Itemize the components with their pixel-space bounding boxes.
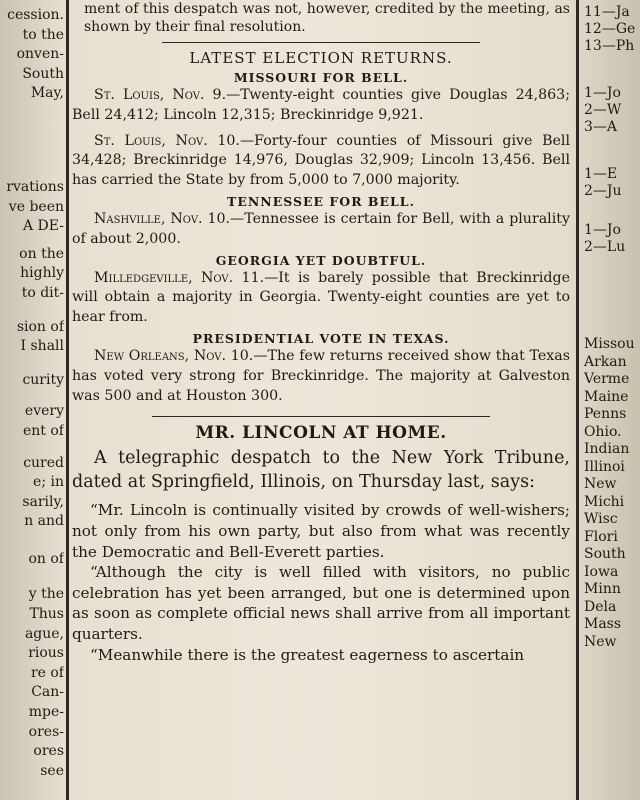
column-line: Arkan (584, 353, 627, 370)
column-line: A DE- (23, 218, 64, 235)
dispatch: St. Louis, Nov. 10.—Forty-four counties of Missouri give Bell 34,428; Breckinridge 14,976, Douglas 32,909; Lincoln 13,456. Bell has carried the State by from 5,000 to 7,000 majority. (72, 132, 570, 189)
column-line: every (24, 403, 64, 420)
column-line: e; in (33, 474, 64, 491)
left-group-a (0, 6, 64, 104)
column-line: Dela (584, 598, 617, 615)
column-line: to dit- (21, 284, 64, 301)
right-group-b (584, 85, 640, 136)
column-line: highly (20, 265, 64, 282)
quote-paragraph: “Mr. Lincoln is continually visited by crowds of well-wishers; not only from his own party, but also from what was recently the Democratic and Bell-Everett parties. (72, 501, 570, 561)
left-group-g (0, 454, 64, 532)
column-line: on of (28, 550, 64, 567)
column-line: South (584, 546, 626, 562)
divider (152, 416, 490, 417)
column-line: cured (23, 454, 64, 471)
dispatch: Milledgeville, Nov. 11.—It is barely possible that Breckinridge will obtain a majority in Georgia. Twenty-eight counties are yet to hear from. (72, 269, 570, 326)
column-line: to the (22, 26, 64, 43)
column-line: New (584, 633, 617, 650)
column-rule-left (66, 0, 69, 800)
column-line: curity (22, 371, 64, 388)
main-headline: LATEST ELECTION RETURNS. (189, 49, 453, 67)
column-line: Illinoi (584, 458, 625, 475)
right-column (584, 0, 640, 800)
intro-text: ment of this despatch was not, however, credited by the meeting, as shown by their final resolution. (84, 1, 570, 35)
column-line: n and (24, 513, 64, 530)
column-line: I shall (20, 338, 64, 355)
dispatch: Nashville, Nov. 10.—Tennessee is certain for Bell, with a plurality of about 2,000. (72, 210, 570, 247)
column-line: Maine (584, 388, 629, 405)
column-line: Michi (584, 493, 625, 510)
column-line: Penns (584, 406, 627, 422)
column-line: Mass (584, 616, 622, 632)
column-line: 2—W (584, 102, 622, 118)
section-missouri (72, 70, 570, 191)
left-column (0, 0, 64, 800)
right-group-d (584, 222, 640, 256)
column-line: on the (19, 245, 64, 262)
article-column (72, 0, 570, 800)
left-group-i (0, 585, 64, 781)
left-group-b (0, 178, 64, 237)
column-line: 2—Lu (584, 239, 626, 255)
right-group-c (584, 166, 640, 200)
column-line: Wisc (584, 511, 618, 527)
left-group-c (0, 245, 64, 304)
column-line: May, (30, 85, 64, 102)
column-line: South (22, 65, 64, 82)
column-line: ague, (24, 625, 64, 642)
column-line: 1—Jo (584, 85, 621, 101)
section-head: TENNESSEE FOR BELL. (227, 193, 415, 209)
column-line: rious (28, 645, 64, 662)
column-line: 1—E (584, 166, 618, 182)
dispatch: New Orleans, Nov. 10.—The few returns received show that Texas has voted very strong for Breckinridge. The majority at Galveston was 500 and at Houston 300. (72, 347, 570, 404)
column-line: 13—Ph (584, 38, 635, 54)
lincoln-headline: MR. LINCOLN AT HOME. (195, 423, 447, 444)
section-head: GEORGIA YET DOUBTFUL. (215, 252, 427, 268)
section-tennessee (72, 194, 570, 250)
lincoln-lead: A telegraphic despatch to the New York Tribune, dated at Springfield, Illinois, on Thursday last, says: (72, 448, 570, 492)
column-line: 12—Ge (584, 21, 636, 37)
column-rule-right (576, 0, 579, 800)
section-head: MISSOURI FOR BELL. (233, 70, 409, 85)
column-line: 2—Ju (584, 183, 622, 199)
column-line: Verme (584, 371, 630, 387)
column-line: sion of (16, 318, 64, 335)
divider (162, 42, 480, 43)
column-line: 3—A (584, 119, 618, 135)
column-line: see (40, 762, 64, 779)
column-line: Indian (584, 441, 630, 457)
column-line: Iowa (584, 563, 619, 580)
section-head: PRESIDENTIAL VOTE IN TEXAS. (192, 330, 450, 346)
column-line: ores- (28, 723, 64, 740)
column-line: New (584, 476, 617, 492)
column-line: ent of (23, 422, 64, 439)
left-group-h (0, 550, 64, 570)
left-group-d (0, 318, 64, 357)
quote-paragraph: “Although the city is well filled with visitors, no public celebration has yet been arranged, but one is determined upon as soon as complete official news shall arrive from all important quarters. (72, 563, 570, 643)
section-texas (72, 331, 570, 406)
column-line: rvations (6, 178, 64, 195)
column-line: 1—Jo (584, 222, 621, 238)
dispatch: St. Louis, Nov. 9.—Twenty-eight counties give Douglas 24,863; Bell 24,412; Lincoln 12,315; Breckinridge 9,921. (72, 87, 570, 123)
column-line: ve been (8, 198, 64, 215)
left-group-e (0, 371, 64, 391)
right-state-list (584, 336, 640, 651)
column-line: Missou (584, 336, 635, 352)
left-group-f (0, 402, 64, 441)
column-line: sarily, (22, 493, 64, 510)
column-line: onven- (16, 46, 64, 63)
column-line: Minn (584, 581, 621, 597)
right-group-a (584, 4, 640, 55)
column-line: Can- (31, 684, 64, 701)
column-line: y the (28, 586, 64, 603)
column-line: mpe- (28, 704, 64, 721)
section-georgia (72, 253, 570, 328)
column-line: 11—Ja (584, 4, 630, 20)
column-line: Flori (584, 528, 618, 545)
column-line: cession. (7, 7, 64, 23)
column-line: Ohio. (584, 423, 622, 440)
column-line: ores (33, 743, 64, 760)
quote-paragraph: “Meanwhile there is the greatest eagerness to ascertain (90, 645, 525, 664)
column-line: re of (30, 664, 64, 681)
column-line: Thus (29, 606, 64, 623)
